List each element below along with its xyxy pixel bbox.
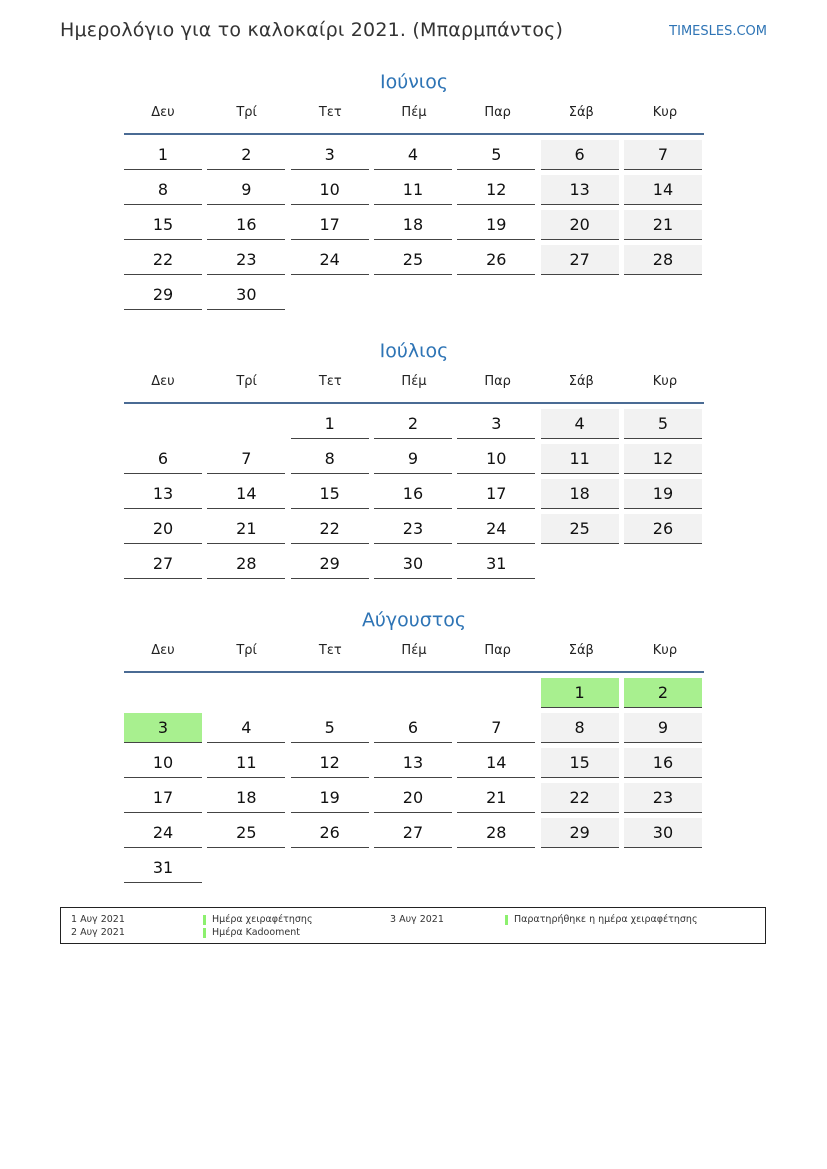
- day-cell: 3: [457, 409, 535, 439]
- legend-color-bar: [505, 915, 508, 925]
- legend-holiday-name: Παρατηρήθηκε η ημέρα χειραφέτησης: [514, 914, 698, 925]
- day-cell: 29: [291, 549, 369, 579]
- day-cell: 16: [207, 210, 285, 240]
- day-cell: 23: [207, 245, 285, 275]
- day-cell: 19: [624, 479, 702, 509]
- month-august: [124, 606, 704, 883]
- day-cell: 9: [374, 444, 452, 474]
- day-cell: 12: [457, 175, 535, 205]
- day-cell: 14: [624, 175, 702, 205]
- day-cell: 22: [291, 514, 369, 544]
- day-cell: 31: [124, 853, 202, 883]
- day-cell: 27: [374, 818, 452, 848]
- day-grid: [124, 409, 704, 579]
- day-cell: 22: [124, 245, 202, 275]
- day-grid: [124, 140, 704, 310]
- day-cell: 14: [207, 479, 285, 509]
- day-cell: 25: [541, 514, 619, 544]
- legend-holiday-name: Ημέρα χειραφέτησης: [212, 914, 313, 925]
- day-cell: 2: [207, 140, 285, 170]
- day-cell: 18: [541, 479, 619, 509]
- weekday-wed: Τετ: [318, 105, 342, 120]
- weekday-wed: Τετ: [318, 374, 342, 389]
- day-cell: 6: [374, 713, 452, 743]
- weekday-tue: Τρί: [236, 643, 257, 658]
- day-cell: 13: [374, 748, 452, 778]
- day-cell: 15: [541, 748, 619, 778]
- day-cell: 16: [374, 479, 452, 509]
- day-grid: [124, 678, 704, 883]
- day-cell: 10: [457, 444, 535, 474]
- weekday-mon: Δευ: [151, 374, 175, 389]
- empty-cell: [374, 678, 452, 708]
- day-cell: 2: [374, 409, 452, 439]
- day-cell: 5: [624, 409, 702, 439]
- day-cell: 30: [624, 818, 702, 848]
- holiday-legend: [60, 907, 766, 944]
- legend-date: 1 Αυγ 2021: [71, 914, 125, 925]
- day-cell: 8: [124, 175, 202, 205]
- weekday-thu: Πέμ: [401, 374, 427, 389]
- day-cell: 27: [541, 245, 619, 275]
- day-cell: 26: [624, 514, 702, 544]
- day-cell: 23: [624, 783, 702, 813]
- site-link[interactable]: TIMESLES.COM: [669, 24, 767, 39]
- holiday-day-cell: 1: [541, 678, 619, 708]
- month-july: [124, 337, 704, 579]
- day-cell: 8: [291, 444, 369, 474]
- day-cell: 26: [291, 818, 369, 848]
- weekday-sat: Σάβ: [568, 374, 594, 389]
- weekday-header: [124, 641, 704, 673]
- day-cell: 22: [541, 783, 619, 813]
- day-cell: 25: [374, 245, 452, 275]
- day-cell: 20: [124, 514, 202, 544]
- day-cell: 24: [291, 245, 369, 275]
- weekday-thu: Πέμ: [401, 643, 427, 658]
- day-cell: 1: [291, 409, 369, 439]
- day-cell: 18: [207, 783, 285, 813]
- day-cell: 27: [124, 549, 202, 579]
- day-cell: 28: [207, 549, 285, 579]
- day-cell: 24: [457, 514, 535, 544]
- weekday-mon: Δευ: [151, 643, 175, 658]
- day-cell: 6: [124, 444, 202, 474]
- day-cell: 12: [624, 444, 702, 474]
- empty-cell: [291, 678, 369, 708]
- weekday-fri: Παρ: [484, 643, 511, 658]
- legend-color-bar: [203, 928, 206, 938]
- day-cell: 29: [541, 818, 619, 848]
- day-cell: 5: [457, 140, 535, 170]
- weekday-mon: Δευ: [151, 105, 175, 120]
- day-cell: 8: [541, 713, 619, 743]
- weekday-sun: Κυρ: [652, 105, 678, 120]
- day-cell: 4: [541, 409, 619, 439]
- weekday-sat: Σάβ: [568, 643, 594, 658]
- day-cell: 30: [207, 280, 285, 310]
- legend-date: 2 Αυγ 2021: [71, 927, 125, 938]
- weekday-tue: Τρί: [236, 374, 257, 389]
- day-cell: 1: [124, 140, 202, 170]
- day-cell: 10: [124, 748, 202, 778]
- day-cell: 6: [541, 140, 619, 170]
- day-cell: 11: [207, 748, 285, 778]
- day-cell: 16: [624, 748, 702, 778]
- day-cell: 7: [624, 140, 702, 170]
- month-name: Αύγουστος: [361, 609, 467, 631]
- weekday-header: [124, 103, 704, 135]
- day-cell: 17: [291, 210, 369, 240]
- day-cell: 25: [207, 818, 285, 848]
- day-cell: 20: [374, 783, 452, 813]
- weekday-header: [124, 372, 704, 404]
- weekday-thu: Πέμ: [401, 105, 427, 120]
- empty-cell: [124, 678, 202, 708]
- day-cell: 19: [457, 210, 535, 240]
- day-cell: 7: [457, 713, 535, 743]
- day-cell: 11: [374, 175, 452, 205]
- day-cell: 10: [291, 175, 369, 205]
- day-cell: 9: [207, 175, 285, 205]
- legend-holiday-name: Ημέρα Kadooment: [212, 927, 301, 938]
- empty-cell: [124, 409, 202, 439]
- day-cell: 17: [457, 479, 535, 509]
- legend-date: 3 Αυγ 2021: [390, 914, 444, 925]
- day-cell: 26: [457, 245, 535, 275]
- weekday-sun: Κυρ: [652, 643, 678, 658]
- legend-row: [61, 926, 765, 939]
- month-name: Ιούλιος: [379, 340, 449, 362]
- day-cell: 28: [457, 818, 535, 848]
- day-cell: 21: [624, 210, 702, 240]
- day-cell: 7: [207, 444, 285, 474]
- holiday-day-cell: 2: [624, 678, 702, 708]
- day-cell: 13: [124, 479, 202, 509]
- day-cell: 3: [291, 140, 369, 170]
- weekday-wed: Τετ: [318, 643, 342, 658]
- legend-color-bar: [203, 915, 206, 925]
- day-cell: 31: [457, 549, 535, 579]
- day-cell: 20: [541, 210, 619, 240]
- empty-cell: [207, 409, 285, 439]
- day-cell: 5: [291, 713, 369, 743]
- day-cell: 15: [291, 479, 369, 509]
- day-cell: 21: [207, 514, 285, 544]
- page-title: Ημερολόγιο για το καλοκαίρι 2021. (Μπαρμπάντος): [60, 19, 564, 41]
- day-cell: 17: [124, 783, 202, 813]
- empty-cell: [457, 678, 535, 708]
- day-cell: 13: [541, 175, 619, 205]
- weekday-fri: Παρ: [484, 374, 511, 389]
- day-cell: 4: [207, 713, 285, 743]
- day-cell: 28: [624, 245, 702, 275]
- day-cell: 29: [124, 280, 202, 310]
- day-cell: 15: [124, 210, 202, 240]
- day-cell: 9: [624, 713, 702, 743]
- day-cell: 30: [374, 549, 452, 579]
- empty-cell: [207, 678, 285, 708]
- day-cell: 21: [457, 783, 535, 813]
- day-cell: 11: [541, 444, 619, 474]
- holiday-day-cell: 3: [124, 713, 202, 743]
- month-name: Ιούνιος: [379, 71, 449, 93]
- weekday-sun: Κυρ: [652, 374, 678, 389]
- day-cell: 19: [291, 783, 369, 813]
- weekday-fri: Παρ: [484, 105, 511, 120]
- day-cell: 14: [457, 748, 535, 778]
- legend-row: [61, 913, 765, 926]
- weekday-sat: Σάβ: [568, 105, 594, 120]
- month-june: [124, 68, 704, 310]
- day-cell: 23: [374, 514, 452, 544]
- day-cell: 4: [374, 140, 452, 170]
- weekday-tue: Τρί: [236, 105, 257, 120]
- day-cell: 12: [291, 748, 369, 778]
- day-cell: 18: [374, 210, 452, 240]
- day-cell: 24: [124, 818, 202, 848]
